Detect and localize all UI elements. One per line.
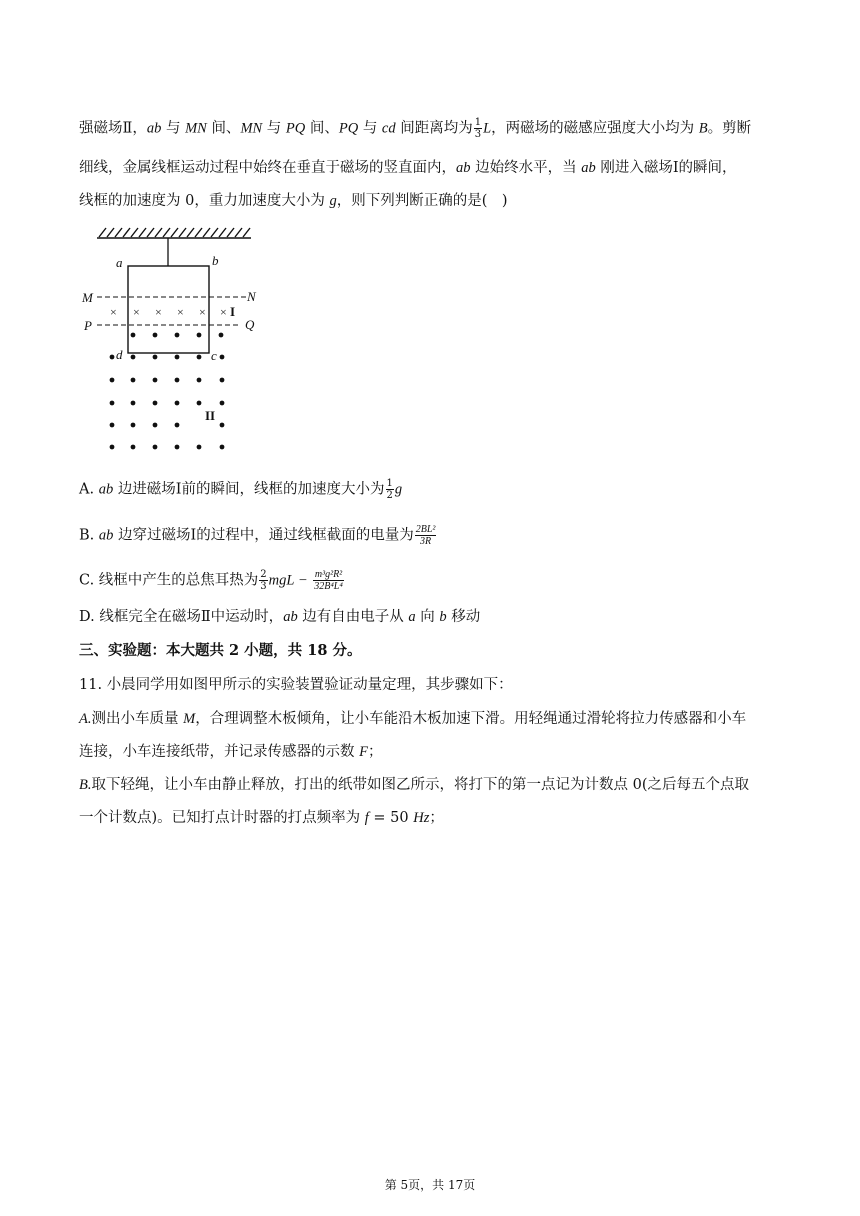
frac-den: 3 [260, 581, 267, 592]
math-f: f [364, 810, 369, 826]
cross-mark: × [133, 305, 140, 319]
frac-num: 1 [386, 478, 393, 489]
cross-mark: × [199, 305, 206, 319]
wire-frame [128, 266, 209, 353]
q11-step-a-cont [79, 742, 382, 762]
option-a [79, 478, 402, 501]
math-pq: PQ [285, 120, 306, 137]
text: 测出小车质量 [91, 711, 179, 727]
text: 边进磁场Ⅰ前的瞬间，线框的加速度大小为 [117, 481, 385, 498]
text: 取下轻绳，让小车由静止释放，打出的纸带如图乙所示，将打下的第一点记为计数点 [91, 777, 628, 793]
magnetic-field-figure [79, 225, 259, 461]
field-dots [110, 333, 225, 450]
text: ，合理调整木板倾角，让小车能沿木板加速下滑。用轻绳通过滑轮将拉力传感器和小车 [195, 711, 747, 727]
frac-den: 3 [474, 129, 482, 140]
label-b: b [212, 253, 219, 268]
section-heading: 三、实验题：本大题共 2 小题，共 18 分。 [79, 642, 362, 659]
text: 与 [165, 120, 181, 137]
text: 间、 [211, 120, 241, 137]
math-g: g [394, 481, 403, 498]
text: 边穿过磁场Ⅰ的过程中，通过线框截面的电量为 [117, 527, 414, 544]
option-label: C. 线框中产生的总焦耳热为 [79, 572, 259, 589]
math-cd: cd [381, 120, 396, 137]
math-m: M [183, 711, 196, 727]
text: (之后每五个点取 [641, 777, 749, 793]
frac-den: 32B⁴L⁴ [314, 581, 343, 592]
option-label: B. [79, 527, 99, 544]
math-ab: ab [581, 160, 596, 176]
text: 刚进入磁场Ⅰ的瞬间， [600, 160, 737, 176]
frac-den: 3R [420, 536, 432, 547]
frac-num: 2BL² [415, 524, 436, 535]
step-label: B. [79, 777, 92, 793]
math-ab: ab [456, 160, 471, 176]
math-ab: ab [98, 527, 114, 544]
text: 。剪断 [707, 120, 752, 137]
text: 与 [266, 120, 282, 137]
option-label: D. 线框完全在磁场Ⅱ中运动时， [79, 609, 284, 625]
frac-num: 1 [474, 117, 482, 128]
text: 间、 [309, 120, 339, 137]
text: 强磁场Ⅱ， [79, 120, 147, 137]
math-g: g [329, 193, 337, 209]
step-label: A. [79, 711, 92, 727]
math-ab: ab [146, 120, 162, 137]
text: 与 [362, 120, 378, 137]
text: 边始终水平，当 [475, 160, 577, 176]
label-d: d [116, 347, 123, 362]
q11-step-b-cont [79, 808, 444, 828]
intro-line-3 [79, 191, 508, 211]
option-b [79, 524, 437, 547]
frac-den: 2 [386, 490, 393, 501]
label-field-1: I [230, 304, 236, 319]
q11-step-b [79, 775, 749, 795]
math-l: L [483, 120, 492, 137]
text: 一个计数点)。已知打点计时器的打点频率为 [79, 810, 361, 826]
cross-mark: × [155, 305, 162, 319]
fraction-charge [415, 524, 437, 547]
math-hz: Hz [413, 810, 430, 826]
math-b: B [698, 120, 708, 137]
text: 边有自由电子从 [302, 609, 404, 625]
ceiling-hatch [97, 228, 251, 238]
math-a: a [408, 609, 416, 625]
math-mn: MN [240, 120, 263, 137]
option-c [79, 569, 345, 592]
math-eq: = 50 [373, 810, 409, 826]
label-field-2: II [205, 408, 216, 423]
math-ab: ab [283, 609, 298, 625]
label-a: a [116, 255, 123, 270]
frac-num: m³g²R² [314, 569, 343, 580]
label-m: M [82, 290, 93, 305]
q11-step-a [79, 709, 746, 729]
math-b: b [439, 609, 447, 625]
option-d [79, 607, 480, 627]
math-mn: MN [185, 120, 207, 137]
text: 间距离均为 [400, 120, 473, 137]
option-label: A. [79, 481, 99, 498]
math-f: F [359, 744, 368, 760]
label-c: c [211, 348, 217, 363]
text: 连接，小车连接纸带，并记录传感器的示数 [79, 744, 355, 760]
math-mgl: mgL − [268, 572, 308, 589]
text: ，则下列判断正确的是( ) [336, 193, 508, 209]
cross-mark: × [110, 305, 117, 319]
label-q: Q [245, 317, 255, 332]
intro-line-2 [79, 158, 737, 178]
text: 细线，金属线框运动过程中始终在垂直于磁场的竖直面内， [79, 160, 456, 176]
text: ，重力加速度大小为 [194, 193, 325, 209]
label-p: P [84, 318, 92, 333]
text: ，两磁场的磁感应强度大小均为 [491, 120, 695, 137]
frac-num: 2 [260, 569, 267, 580]
math-pq: PQ [338, 120, 359, 137]
text: 向 [420, 609, 435, 625]
math-zero: 0 [632, 777, 642, 793]
text: ； [429, 810, 444, 826]
cross-mark: × [177, 305, 184, 319]
text: ； [367, 744, 383, 760]
fraction-one-half [386, 478, 394, 501]
page-footer: 第 5页，共 17页 [384, 1178, 476, 1192]
intro-line-1 [79, 117, 751, 140]
math-ab: ab [98, 481, 114, 498]
fraction-one-third [474, 117, 482, 140]
fraction-two-thirds [259, 569, 267, 592]
text: 线框的加速度为 [79, 193, 181, 209]
text: 移动 [451, 609, 481, 625]
label-n: N [247, 289, 256, 304]
q11-intro: 11. 小晨同学用如图甲所示的实验装置验证动量定理，其步骤如下： [79, 677, 513, 693]
fraction-heat [313, 569, 344, 592]
cross-mark: × [220, 305, 227, 319]
math-zero: 0 [185, 193, 195, 209]
